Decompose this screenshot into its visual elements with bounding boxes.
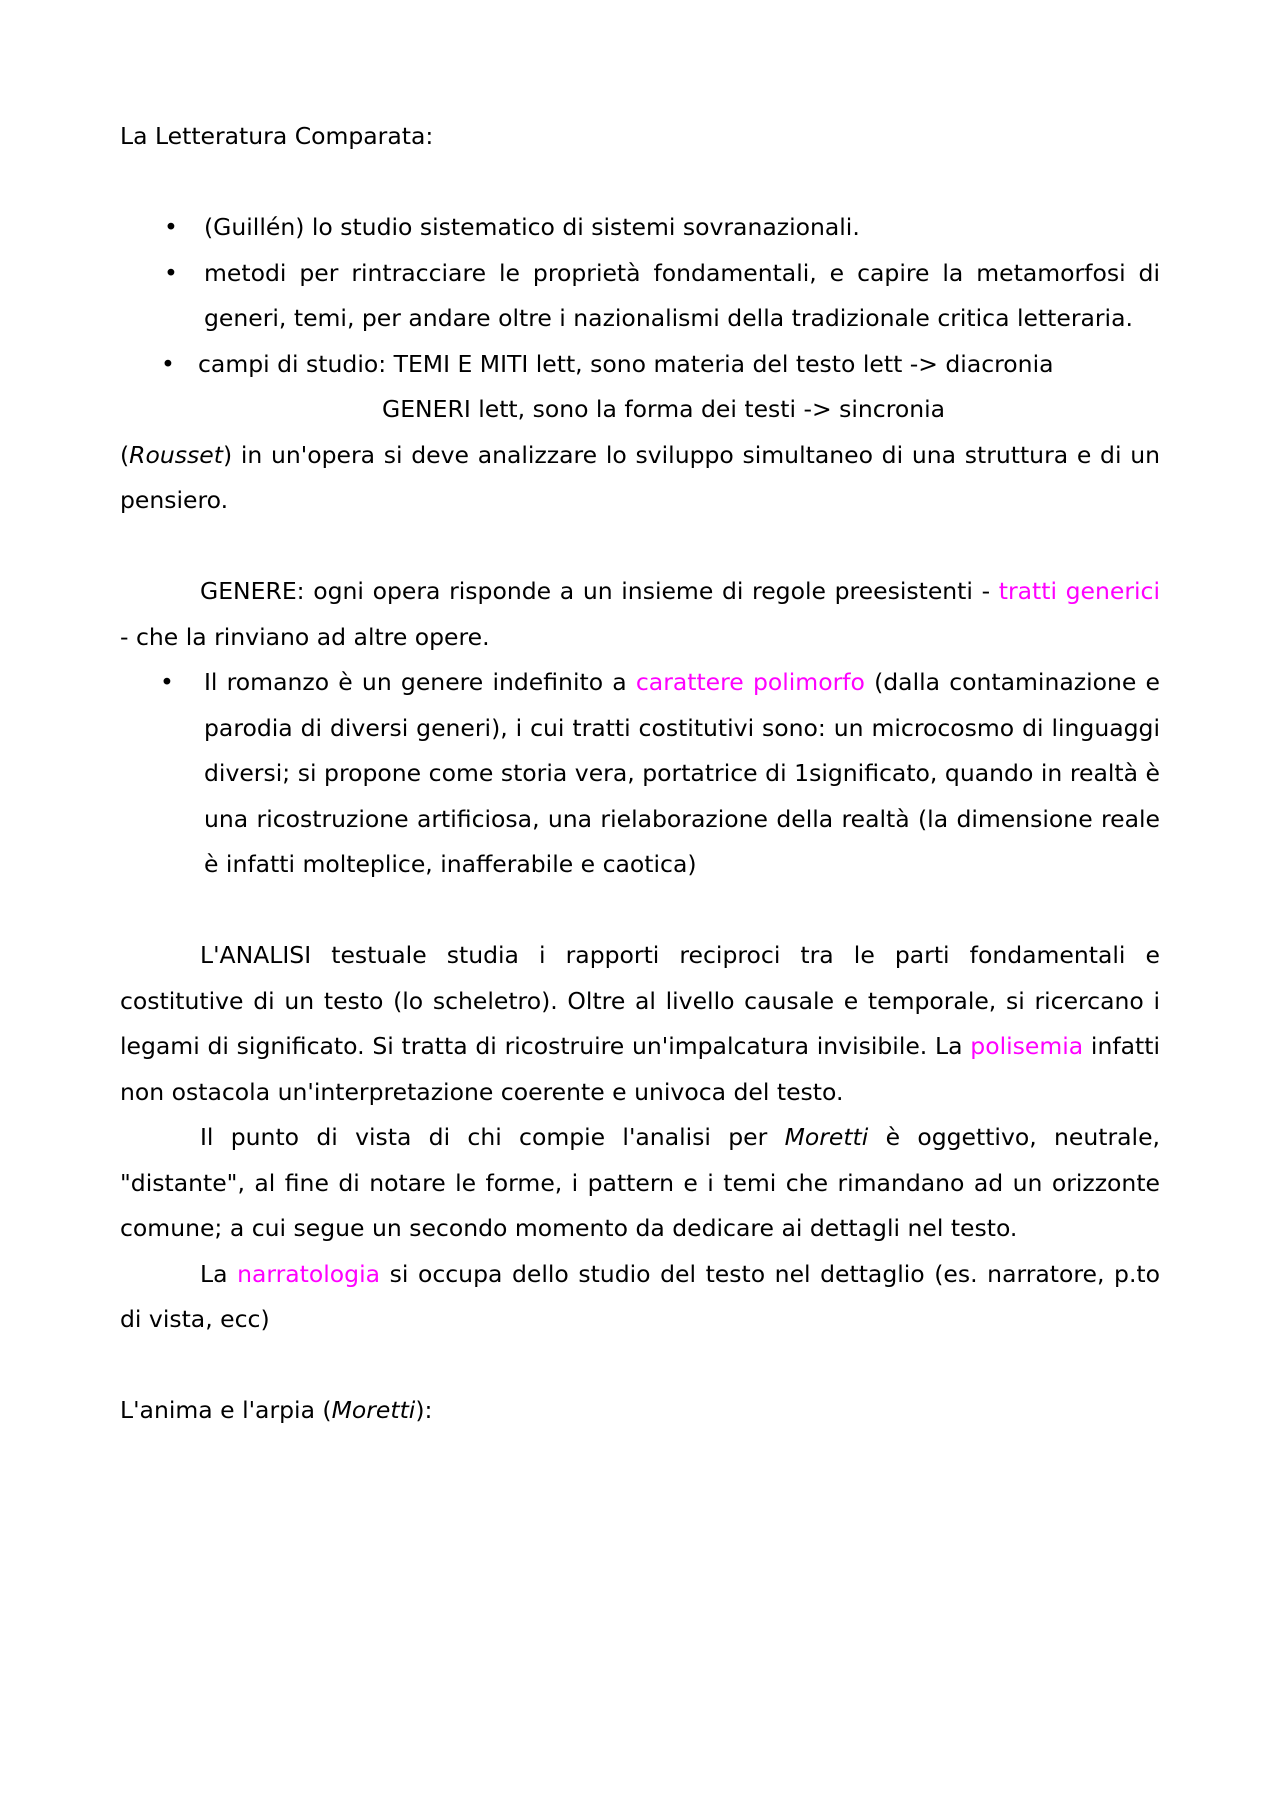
highlighted-term: tratti generici [998, 577, 1160, 605]
list-item [120, 342, 1160, 388]
intro-bullet-list [120, 205, 1160, 342]
romanzo-bullet-list [120, 660, 1160, 888]
paragraph-text: La [200, 1259, 238, 1288]
anima-heading [120, 1388, 1160, 1434]
bullet-icon: • [164, 258, 178, 287]
campi-bullet-list [120, 342, 1160, 388]
list-item [120, 251, 1160, 342]
paragraph-text: ) in un'opera si deve analizzare lo sviluppo simultaneo di una struttura e di un pensiero. [120, 440, 1160, 514]
paragraph-text: GENERE: ogni opera risponde a un insieme di regole preesistenti - [200, 577, 999, 605]
bullet-icon: • [164, 213, 178, 241]
list-item [120, 660, 1160, 888]
genere-paragraph [120, 569, 1160, 660]
list-item-text: (dalla contaminazione e parodia di diversi generi), i cui tratti costitutivi sono: un microcosmo di linguaggi diversi; si propone come storia vera, portatrice di 1significato, quando in realtà è una ricostruzione artificiosa, una rielaborazione della realtà (la dimensione reale è infatti molteplice, inafferabile e caotica) [204, 668, 1161, 878]
list-item-text: metodi per rintracciare le proprietà fondamentali, e capire la metamorfosi di generi, temi, per andare oltre i nazionalismi della tradizionale critica letteraria. [204, 258, 1160, 332]
campi-second-line: GENERI lett, sono la forma dei testi -> sincronia [382, 395, 946, 423]
paragraph-text: L'anima e l'arpia ( [120, 1396, 332, 1424]
list-item-text: (Guillén) lo studio sistematico di sistemi sovranazionali. [204, 213, 860, 241]
analisi-paragraph [120, 933, 1160, 1115]
list-item-text: Il romanzo è un genere indefinito a [204, 668, 636, 696]
paragraph-text: ): [415, 1396, 433, 1424]
highlighted-term: polisemia [970, 1032, 1084, 1060]
author-name: Moretti [784, 1123, 869, 1151]
highlighted-term: carattere polimorfo [635, 668, 865, 696]
bullet-icon: • [160, 668, 174, 696]
bullet-icon: • [161, 349, 175, 378]
paragraph-text: infatti non ostacola un'interpretazione coerente e univoca del testo. [120, 1032, 1160, 1106]
author-name: Moretti [331, 1396, 416, 1424]
document-title: La Letteratura Comparata: [120, 122, 434, 150]
paren-open: ( [120, 440, 130, 469]
paragraph-text: - che la rinviano ad altre opere. [120, 622, 490, 651]
list-item-text: campi di studio: TEMI E MITI lett, sono materia del testo lett -> diacronia [198, 349, 1054, 378]
moretti-paragraph [120, 1115, 1160, 1252]
highlighted-term: narratologia [237, 1259, 381, 1288]
paragraph-text: si occupa dello studio del testo nel dettaglio (es. narratore, p.to di vista, ecc) [120, 1259, 1161, 1333]
narratologia-paragraph [120, 1252, 1160, 1343]
paragraph-text: è oggettivo, neutrale, "distante", al fine di notare le forme, i pattern e i temi che rimandano ad un orizzonte comune; a cui segue un secondo momento da dedicare ai dettagli nel testo. [120, 1123, 1160, 1242]
rousset-paragraph [120, 433, 1160, 524]
spacer [120, 1343, 1160, 1389]
author-name: Rousset [129, 440, 223, 469]
spacer [120, 160, 1160, 206]
paragraph-text: L'ANALISI testuale studia i rapporti reciproci tra le parti fondamentali e costitutive di un testo (lo scheletro). Oltre al livello causale e temporale, si ricercano i legami di significato. Si tratta di ricostruire un'impalcatura invisibile. La [120, 941, 1160, 1060]
spacer [120, 524, 1160, 570]
spacer [120, 888, 1160, 934]
paragraph-text: Il punto di vista di chi compie l'analisi per [200, 1123, 785, 1151]
list-item [120, 205, 1160, 251]
